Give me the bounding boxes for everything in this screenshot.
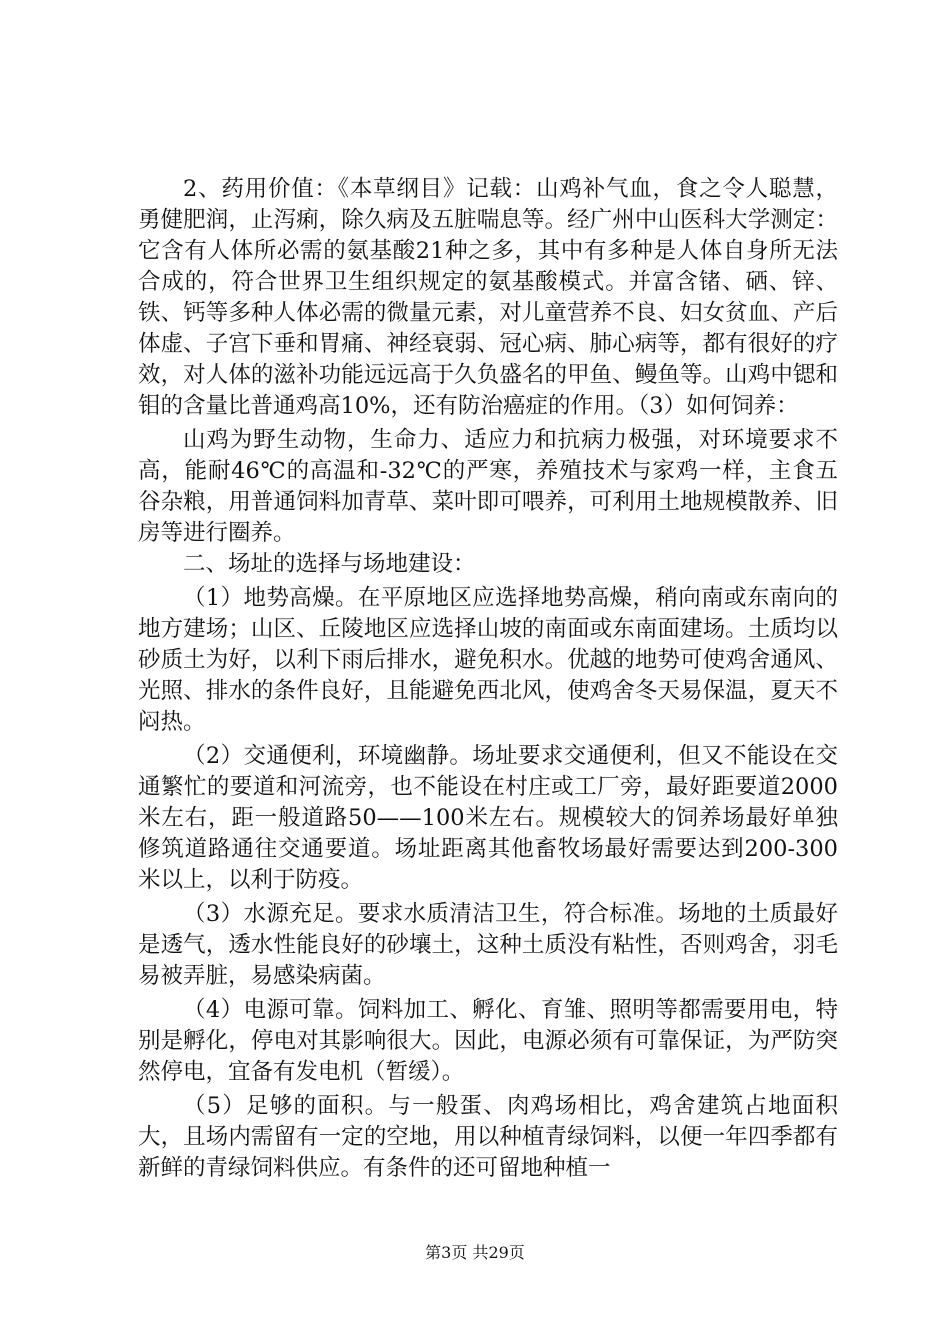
document-body (138, 174, 838, 1184)
paragraph-transport: （2）交通便利，环境幽静。场址要求交通便利，但又不能设在交通繁忙的要道和河流旁，也不能设在村庄或工厂旁，最好距要道2000米左右，距一般道路50——100米左右。规模较大的饲养场最好单独修筑道路通往交通要道。场址距离其他畜牧场最好需要达到200-300米以上，以利于防疫。 (138, 743, 838, 893)
paragraph-terrain: （1）地势高燥。在平原地区应选择地势高燥，稍向南或东南向的地方建场；山区、丘陵地区应选择山坡的南面或东南面建场。土质均以砂质土为好，以利下雨后排水，避免积水。优越的地势可使鸡舍通风、光照、排水的条件良好，且能避免西北风，使鸡舍冬天易保温，夏天不闷热。 (138, 585, 838, 735)
paragraph-water-source: （3）水源充足。要求水质清洁卫生，符合标准。场地的土质最好是透气，透水性能良好的砂壤土，这种土质没有粘性，否则鸡舍，羽毛易被弄脏，易感染病菌。 (138, 901, 838, 989)
paragraph-power-supply: （4）电源可靠。饲料加工、孵化、育雏、照明等都需要用电，特别是孵化，停电对其影响很大。因此，电源必须有可靠保证，为严防突然停电，宜备有发电机（暂缓）。 (138, 997, 838, 1085)
paragraph-area: （5）足够的面积。与一般蛋、肉鸡场相比，鸡舍建筑占地面积大，且场内需留有一定的空地，用以种植青绿饲料，以便一年四季都有新鲜的青绿饲料供应。有条件的还可留地种植一 (138, 1093, 838, 1181)
paragraph-medicinal-value: 2、药用价值：《本草纲目》记载：山鸡补气血，食之令人聪慧，勇健肥润，止泻痢，除久病及五脏喘息等。经广州中山医科大学测定：它含有人体所必需的氨基酸21种之多，其中有多种是人体自身所无法合成的，符合世界卫生组织规定的氨基酸模式。并富含锗、硒、锌、铁、钙等多种人体必需的微量元素，对儿童营养不良、妇女贫血、产后体虚、子宫下垂和胃痛、神经衰弱、冠心病、肺心病等，都有很好的疗效，对人体的滋补功能远远高于久负盛名的甲鱼、鳗鱼等。山鸡中锶和钼的含量比普通鸡高10%，还有防治癌症的作用。（3）如何饲养： (138, 176, 838, 419)
paragraph-feeding: 山鸡为野生动物，生命力、适应力和抗病力极强，对环境要求不高，能耐46℃的高温和-32℃的严寒，养殖技术与家鸡一样，主食五谷杂粮，用普通饲料加青草、菜叶即可喂养，可利用土地规模散养、旧房等进行圈养。 (138, 427, 838, 546)
page-number: 第3页 共29页 (425, 1243, 525, 1262)
section-heading-site-selection: 二、场址的选择与场地建设： (183, 551, 476, 577)
